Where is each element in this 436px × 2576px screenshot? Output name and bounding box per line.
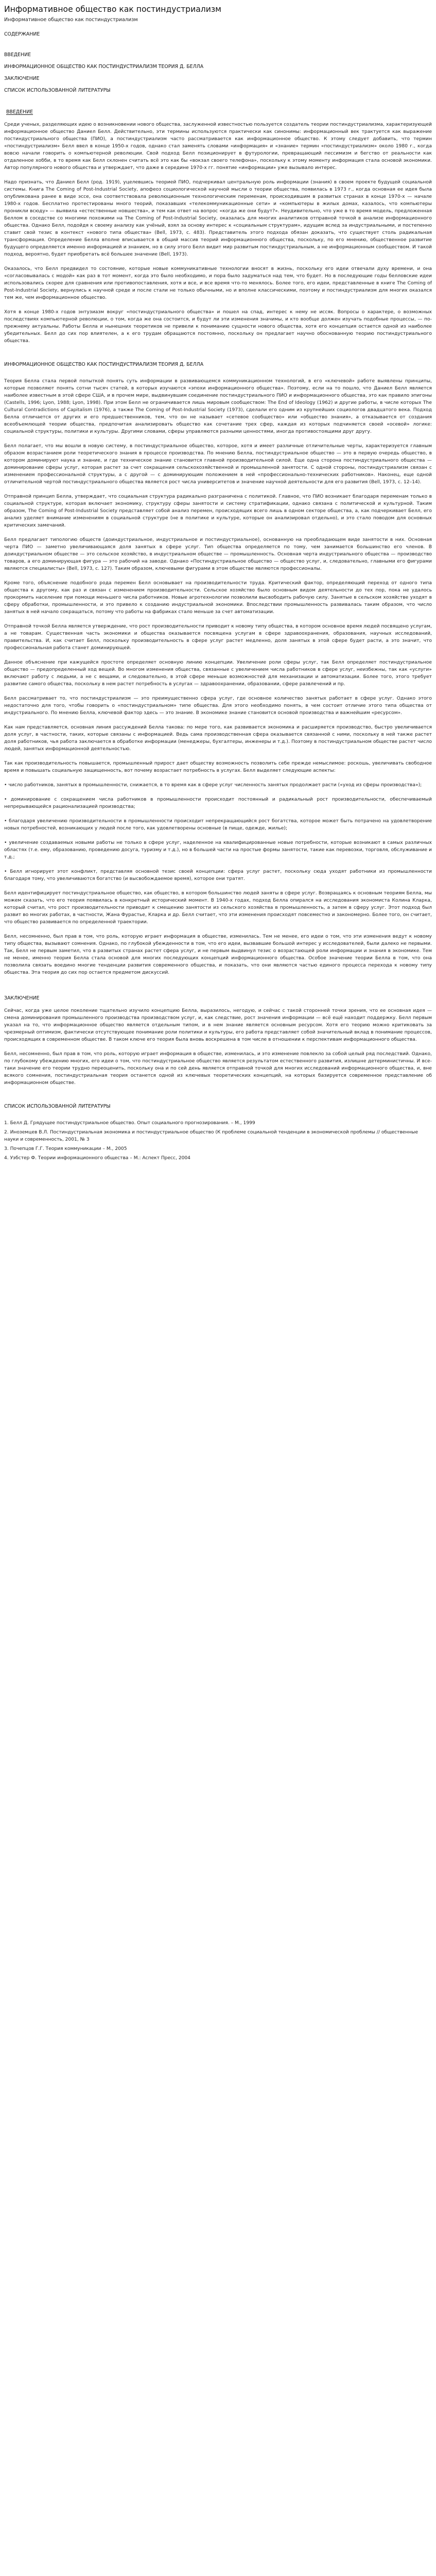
bullet-item: • увеличение создаваемых новыми работы не только в сфере услуг, наделенное на квалифицированные новые потребности, которые возникают в самых различных областях (т.е. ему, образованию, проведению досуга, туризму и т.д.), но в большей части на простые формы занятости, такие как перевозки, торговля, обслуживание и т.д.; (4, 840, 432, 860)
toc-item-literature: СПИСОК ИСПОЛЬЗОВАННОЙ ЛИТЕРАТУРЫ (4, 88, 111, 93)
intro-paragraph: Надо признать, что Даниел Белл (род. 1919), уцелевшись теорией ПИО, подчеркивал центральную роль информации (знания) в своем проекте будущей социальной системы. Книга The Coming of Post-Industrial Society, апофеоз социологической научной мысли о теории общества, появилась в 1973 г., когда основная ее идея была опубликована ранее в виде эссе, она соответствовала революционным технологическим переменам, происходившим в развитых странах в конце 1970-х — начале 1980-х годов. Бесплатно протестированы много теорий, показавших «телекоммуникационные сети» и «компьютеры в жилых домах, казалось, что компьютеры проникли всюду» — выявила «естественные новшества», и тем как ответ на вопрос «когда же они будут?». Неудивительно, что уже в то время модель, предложенная Беллом в соседстве со многими похожими на The Coming of Post-Industrial Society, оказалась для многих аналитиков отправной точкой в анализе информационного общества. Однако Белл, подойдя к своему анализу как учёный, взял за основу интерес к «социальным структурам», идущим вслед за индустриальными, и постепенно ставит свой тезис в контекст «нового типа общества» (Bell, 1973, с. 483). Представитель этого подхода обязан доказать, что существует столь радикальная трансформация. Определение Белла вполне вписывается в общий массив теорий информационного общества, поскольку, по его мнению, общественное развитие будущего определяется именно информацией и знанием, но в силу этого Белл видит мир развитым постиндустриальным, а не информационным сообществом. И такой подход, вероятно, будет приобретать всё большее значение (Bell, 1973). (4, 180, 432, 257)
literature-item: 2. Иноземцев В.Л. Постиндустриальная экономика и постиндустриальное общество (К проблеме социальной тенденции в экономической проблемы // общественные науки и современность, 2001, № 3 (4, 1130, 418, 1142)
literature-item: 3. Почепцов Г.Г. Теория коммуникации – М., 2005 (4, 1146, 127, 1151)
main-paragraph: Белл идентифицирует постиндустриальное общество, как общество, в котором большинство людей заняты в сфере услуг. Возвращаясь к основным теориям Белла, мы можем сказать, что его теория появилась в конкретный исторический момент. В 1940-х годах, подход Белла опирался на исследования экономиста Колина Кларка, который считал, что рост производительности приводит к смещению занятости из сельского хозяйства в промышленность, а затем в сферу услуг. Этот подход был развит во многих работах, в частности, Жана Фурастье, Кларка и др. Белл считает, что эти изменения происходят повсеместно и закономерно. Более того, он считает, что общество развивается по определенной траектории. (4, 891, 432, 925)
literature-list (4, 1120, 432, 1162)
document-subtitle: Информативное общество как постиндустриализм (4, 17, 138, 23)
conclusion-paragraph: Белл, несомненно, был прав в том, что роль, которую играет информация в обществе, изменилась, и это изменение повлекло за собой целый ряд последствий. Однако, по глубокому убеждению многих, его идеи о том, что постиндустриальное общество является результатом естественного развития, излишне детерминистичны. И все-таки значение его теории трудно переоценить, поскольку она и по сей день является отправной точкой для многих исследований информационного общества, и, вне всякого сомнения, постиндустриальная теория останется одной из ключевых теоретических концепций, на которых базируется современное представление об информационном обществе. (4, 1052, 432, 1086)
bullet-item: • Белл игнорирует этот конфликт, представляя основной тезис своей концепции: сфера услуг растет, поскольку сюда уходят работники из промышленности благодаря тому, что увеличиваются богатство (и высвобождаемое время), которое они тратят. (4, 869, 432, 882)
toc-item-introduction: ВВЕДЕНИЕ (4, 52, 31, 58)
main-paragraph: Как нам представляется, основная линия рассуждений Белла такова: по мере того, как развивается экономика и расширяется производство, быстро увеличивается доля услуг, в частности, таких, которые связаны с информацией. Ведь сама производственная сфера оказывается связанной с ними, поскольку в ней также растет доля работников, чья работа заключается в обработке информации (менеджеры, бухгалтеры, инженеры и т.д.). Поэтому в постиндустриальном обществе растет число людей, занятых информационной деятельностью. (4, 725, 432, 752)
introduction-heading: ВВЕДЕНИЕ (6, 109, 33, 115)
intro-paragraph: Оказалось, что Белл предвидел то состояние, которые новые коммуникативные технологии вносят в жизнь, поскольку его идеи отвечали духу времени, и она «согласовывалась с модой» как раз в тот момент, когда это было необходимо, и пора было задуматься над тем, что будет. Но в последующие годы белловские идеи использовались скорее для сравнения или противопоставления, хотя и все, и все время что-то менялось. Более того, его идеи, представленные в книге The Coming of Post-Industrial Society, вернулись к научной среде и после стали не только обычными, но и вполне классическими, поэтому и постиндустриализм для многих оказался тем же, чем информационное общество. (4, 266, 432, 300)
table-of-contents (4, 52, 432, 94)
main-paragraph: Данное объяснение при кажущейся простоте определяет основную линию концепции. Увеличение роли сферы услуг, так Белл определяет постиндустриальное общество — предопределенный ход вещей. Во многом изменения общества, связанные с увеличением числа работников в сфере услуг, неизбежны, так как «услуги» включают работу с людьми, а не с вещами, и следовательно, в этой сфере меньше возможностей для механизации и автоматизации. Более того, этого требует развитие самого общества, поскольку в нем растет потребность в услугах — здравоохранении, образовании, сфере развлечений и пр. (4, 660, 432, 687)
main-paragraph: Теория Белла стала первой попыткой понять суть информации в развивающемся коммуникационном технологий, в его «ключевой» работе выявлены принципы, которые позволяют понять сотни тысяч статей, в которых изучаются «эпохи информационного общества». Поэтому, если на то пошло, что Даниел Белл является наиболее известным в этой сфере США, и в прочем мире, выдвинувшим соединение постиндустриального ПИО и информационного общества, это как правило эпигоны (Castells, 1996; Lyon, 1988; Lyon, 1998). При этом Белл не ограничивается лишь мировым сообществом: The End of Ideology (1962) и другие работы, в числе которых The Cultural Contradictions of Capitalism (1976), а также The Coming of Post-Industrial Society (1973), сделали его одним из крупнейших социологов двадцатого века. Подход Белла отличается от других и его предшественников, тем, что он не называет «сетевое сообщество» или «общество знания», а отказывается от создания всеобъемлющей теории общества, предпочитая анализировать общество как сочетание трех сфер, каждая из которых подчиняется своей «осевой» логике: социальной структуры, политики и культуры. Другими словами, сферы управляются разными ценностями, иногда противостоящими друг другу. (4, 379, 432, 434)
main-paragraph: Белл рассматривает то, что постиндустриализм — это преимущественно сфера услуг, где основное количество занятых работает в сфере услуг. Однако этого недостаточно для того, чтобы говорить о «постиндустриальном» типе общества. Для этого необходимо понять, в чем состоит отличие этого типа общества от индустриального. По мнению Белла, ключевой фактор здесь — это знание. В экономике знание становится основой производства и важнейшим «ресурсом». (4, 696, 432, 716)
bullet-item: • доминирование с сокращением числа работников в промышленности происходит постоянный и радикальный рост производительности, обеспечиваемый непрерывающейся рационализацией производства; (4, 797, 432, 809)
toc-item-main-section: ИНФОРМАЦИОННОЕ ОБЩЕСТВО КАК ПОСТИНДУСТРИАЛИЗМ ТЕОРИЯ Д. БЕЛЛА (4, 64, 204, 70)
conclusion-paragraph: Сейчас, когда уже целое поколение тщательно изучило концепцию Белла, выразилось, негодую, и сейчас с такой сторонней точки зрения, что ее основная идея — смена доминирования промышленного производства производством услуг, и, как следствие, рост значения информации — всё ещё находит поддержку. Белл первым указал на то, что информационное общество является отдельным типом, и в нем знание является основным ресурсом. Хотя его теорию можно критиковать за чрезмерный оптимизм, фактически отсутствующее понимание роли политики и культуры, его работа представляет собой значительный вклад в понимание процессов, происходящих в современном обществе. В таком ключе его теория была вновь воскрешена в том числе в отношении к перспективам информационного общества. (4, 1008, 432, 1042)
main-paragraph: Кроме того, объяснение подобного рода перемен Белл основывает на производительности труда. Критический фактор, определяющий переход от одного типа общества к другому, как раз и связан с изменением производительности. Сельское хозяйство было основным видом деятельности до тех пор, пока не удалось прокормить население при помощи меньшего числа работников. Новые агротехнологии позволили высвободить рабочую силу. Занятые в сельском хозяйстве уходят в сферу обработки, промышленности, и это привело к созданию индустриальной экономики. Впоследствии промышленность развивалась таким образом, что число занятых в ней начало сокращаться, потому что работы на фабриках стало меньше за счет автоматизации. (4, 581, 432, 615)
main-paragraph: Белл предлагает типологию обществ (доиндустриальное, индустриальное и постиндустриальное), основанную на преобладающем виде занятости в них. Основная черта ПИО — заметно увеличивающаяся доля занятых в сфере услуг. Тип общества определяется по тому, чем занимается большинство его членов. В доиндустриальном обществе — это сельское хозяйство, в индустриальном обществе — промышленность. Основная черта индустриального общества — производство товаров, а его доминирующая фигура — это рабочий на заводе. Однако «Постиндустриальное общество — общество услуг, и, следовательно, главными его фигурами являются специалисты» (Bell, 1973, с. 127). Таким образом, ключевыми фигурами в этом обществе являются профессионалы. (4, 537, 432, 571)
bullet-item: • благодаря увеличению производительности в промышленности происходит непрекращающийся рост богатства, которое может быть потрачено на удовлетворение новых потребностей, возникающих у людей после того, как удовлетворены основные (в пище, одежде, жилье); (4, 819, 432, 831)
toc-heading: СОДЕРЖАНИЕ (4, 31, 40, 37)
toc-item-conclusion: ЗАКЛЮЧЕНИЕ (4, 76, 40, 81)
literature-heading: СПИСОК ИСПОЛЬЗОВАННОЙ ЛИТЕРАТУРЫ (4, 1104, 111, 1109)
main-paragraph: Отправной точкой Белла является утверждение, что рост производительности приводит к новому типу общества, в котором основное время людей посвящено услугам, а не товарам. Существенная часть экономики и общества оказывается посвящена услугам в сфере здравоохранения, образования, научных исследований, правительства. И, как считает Белл, поскольку производительность в сфере услуг растет медленно, доля занятых в этой сфере будет расти, а это значит, что профессиональная работа станет доминирующей. (4, 624, 432, 651)
main-section-heading: ИНФОРМАЦИОННОЕ ОБЩЕСТВО КАК ПОСТИНДУСТРИАЛИЗМ ТЕОРИЯ Д. БЕЛЛА (4, 362, 204, 367)
literature-item: 1. Белл Д. Грядущее постиндустриальное общество. Опыт социального прогнозирования. – М., 1999 (4, 1121, 255, 1126)
document-title: Информативное общество как постиндустриализм (4, 5, 221, 14)
main-paragraph: Белл полагает, что мы вошли в новую систему, в постиндустриальное общество, которое, хотя и имеет различные отличительные черты, характеризуется главным образом возрастанием роли теоретического знания в процессе производства. По мнению Белла, постиндустриальное общество — это в первую очередь общество, в котором доминируют наука и знание, и где техническое знание становится главной производительной силой. Еще одна сторона постиндустриального общества — доминирование сферы услуг, которая растет за счет сокращения сельскохозяйственной и промышленной занятости. С одной стороны, постиндустриализм связан с изменением профессиональной структуры, а с другой — с доминирующим положением в ней «профессионально-технических работников». Наконец, еще одной отличительной чертой постиндустриального общества является рост числа университетов и значение научной деятельности для его развития (Bell, 1973, с. 12–14). (4, 444, 432, 485)
main-paragraph: Белл, несомненно, был прав в том, что роль, которую играет информация в обществе, изменилась. Тем не менее, его идеи о том, что эти изменения ведут к новому типу общества, вызывают сомнения. Однако, по глубокой убежденности в том, что его идеи, вызвавшие большой интерес у исследователей, были далеко не первыми. Так, Белл не первым заметил, что в развитых странах растет сфера услуг, и не первым выдвинул тезис о возрастающей роли информации и знания в экономике. Тем не менее, именно теория Белла стала основой для многих последующих концепций информационного общества. Особое значение теории Белла в том, что она позволила связать воедино многие тенденции развития современного общества, и показать, что они являются частью единого процесса перехода к новому типу общества. Эта теория до сих пор остается предметом дискуссий. (4, 934, 432, 975)
literature-item: 4. Уэбстер Ф. Теории информационного общества – М.: Аспект Пресс, 2004 (4, 1156, 190, 1161)
main-list-intro: Так как производительность повышается, промышленный прирост дает обществу возможность позволить себе прежде немыслимое: роскошь, увеличивать свободное время и повышать социальную защищенность, вот почему возрастает потребность в услугах. Белл выделяет следующие аспекты: (4, 761, 432, 773)
intro-paragraph: Среди ученых, разделяющих идею о возникновении нового общества, заслуженной известностью пользуется создатель теории постиндустриализма, характеризующей информационное общество Даниел Белл. Действительно, эти термины используются практически как синонимы: информационный век трактуется как выражение постиндустриального общества (ПИО), а постиндустриализм часто рассматривается как информационное общество. К этому следует добавить, что термин «постиндустриализм» Белл ввел в конце 1950-х годов, однако стал заменять словами «информация» и «знание» термин «постиндустриализм» около 1980 г., когда вовсю начали говорить о компьютерной революции. Свой подход Белл позиционирует в футурологии, превращающий пессимизм и бегство от реальности как отдаленное хобби, в то время как Белл склонен считать всё это как бы «вокзал своего телефона», поскольку к этому моменту информация стала основой экономики. Автор популярного нового общества и утверждает, что даже в середине 1970-х гг. понятие «информации» уже вызывало интерес. (4, 122, 432, 171)
intro-paragraph: Хотя в конце 1980-х годов энтузиазм вокруг «постиндустриального общества» и пошел на спад, интерес к нему не иссяк. Вопросы о характере, о возможных последствиях компьютерной революции, о том, когда же она состоится, и будут ли эти изменения значимы, и кто вообще должен изучать подобные процессы, — по-прежнему актуальны. Работы Белла и нынешних теоретиков не привели к пониманию сущности нового общества, хотя его концепция остается одной из наиболее убедительных. Белл до сих пор влиятелен, а к его трудам обращаются постоянно, поскольку он предлагает научно обоснованную теорию постиндустриального общества. (4, 310, 432, 344)
conclusion-heading: ЗАКЛЮЧЕНИЕ (4, 995, 40, 1001)
bullet-item: • число работников, занятых в промышленности, снижается, в то время как в сфере услуг численность занятых продолжает расти («уход из сферы производства»); (4, 783, 422, 788)
main-paragraph: Отправной принцип Белла, утверждает, что социальная структура радикально разграничена с политикой. Главное, что ПИО возникает благодаря переменам только в социальной структуре, которая включает экономику, структуру сферы занятости и систему стратификации, однако связана с политической и культурной. Таким образом, The Coming of Post-Industrial Society представляет собой анализ перемен, происходящих всего лишь в одном секторе общества, а, как подчеркивает Белл, его анализ уделяет внимание изменениям в социальной структуре (не в политике и культуре, которые он анализировал отдельно), и это стало поводом для основных критических замечаний. (4, 494, 432, 528)
